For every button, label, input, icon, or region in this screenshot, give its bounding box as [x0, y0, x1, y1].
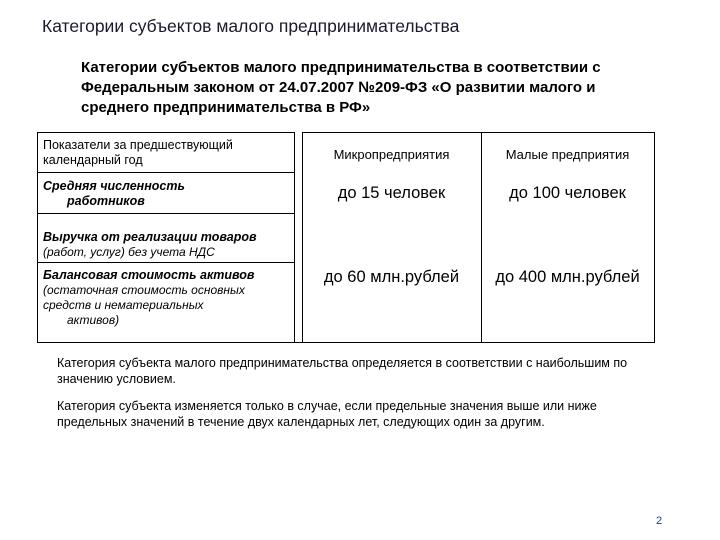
row-assets-label	[43, 268, 293, 328]
table-border-mid	[294, 132, 295, 343]
categories-table	[37, 132, 655, 343]
note-1: Категория субъекта малого предпринимательства определяется в соответствии с наибольшим по значению условием.	[57, 356, 628, 386]
row-revenue-label-main: Выручка от реализации товаров	[43, 230, 257, 244]
header-small: Малые предприятия	[505, 147, 630, 162]
page-number: 2	[656, 515, 663, 527]
note-2: Категория субъекта изменяется только в случае, если предельные значения выше или ниже предельных значений в течение двух календарных лет, следующих один за другим.	[57, 399, 597, 429]
row-revenue-small: до 400 млн.рублей	[495, 268, 640, 286]
row-revenue-label	[43, 230, 293, 260]
table-border-top-values	[302, 132, 655, 133]
row-assets-label-sub2: средств и нематериальных	[43, 298, 204, 312]
row-employees-micro: до 15 человек	[337, 184, 446, 202]
row-employees-small: до 100 человек	[509, 184, 626, 202]
row-employees-label	[43, 179, 288, 209]
table-border-top	[37, 132, 294, 133]
subtitle: Категории субъектов малого предпринимательства в соответствии с Федеральным законом от 24.07.2007 №209-ФЗ «О развитии малого и среднего предпринимательства в РФ»	[81, 59, 601, 116]
row-revenue-micro: до 60 млн.рублей	[323, 268, 460, 286]
header-indicator: Показатели за предшествующий календарный год	[43, 138, 233, 167]
row-employees-label-line2: работников	[67, 194, 145, 208]
row-assets-label-main: Балансовая стоимость активов	[43, 268, 255, 282]
row-revenue-label-sub: (работ, услуг) без учета НДС	[43, 245, 215, 259]
table-border-row1	[37, 213, 294, 214]
row-assets-label-sub3: активов)	[67, 313, 120, 327]
row-employees-label-line1: Средняя численность	[43, 179, 185, 193]
table-border-right	[654, 132, 655, 343]
table-border-col2	[302, 132, 303, 343]
row-assets-label-sub1: (остаточная стоимость основных	[43, 283, 245, 297]
table-border-col3	[481, 132, 482, 343]
table-border-bottom	[37, 342, 655, 343]
slide-title: Категории субъектов малого предпринимательства	[42, 16, 460, 36]
table-border-left	[37, 132, 38, 343]
table-border-header	[37, 172, 294, 173]
header-micro: Микропредприятия	[333, 147, 450, 162]
table-border-row2	[37, 262, 294, 263]
